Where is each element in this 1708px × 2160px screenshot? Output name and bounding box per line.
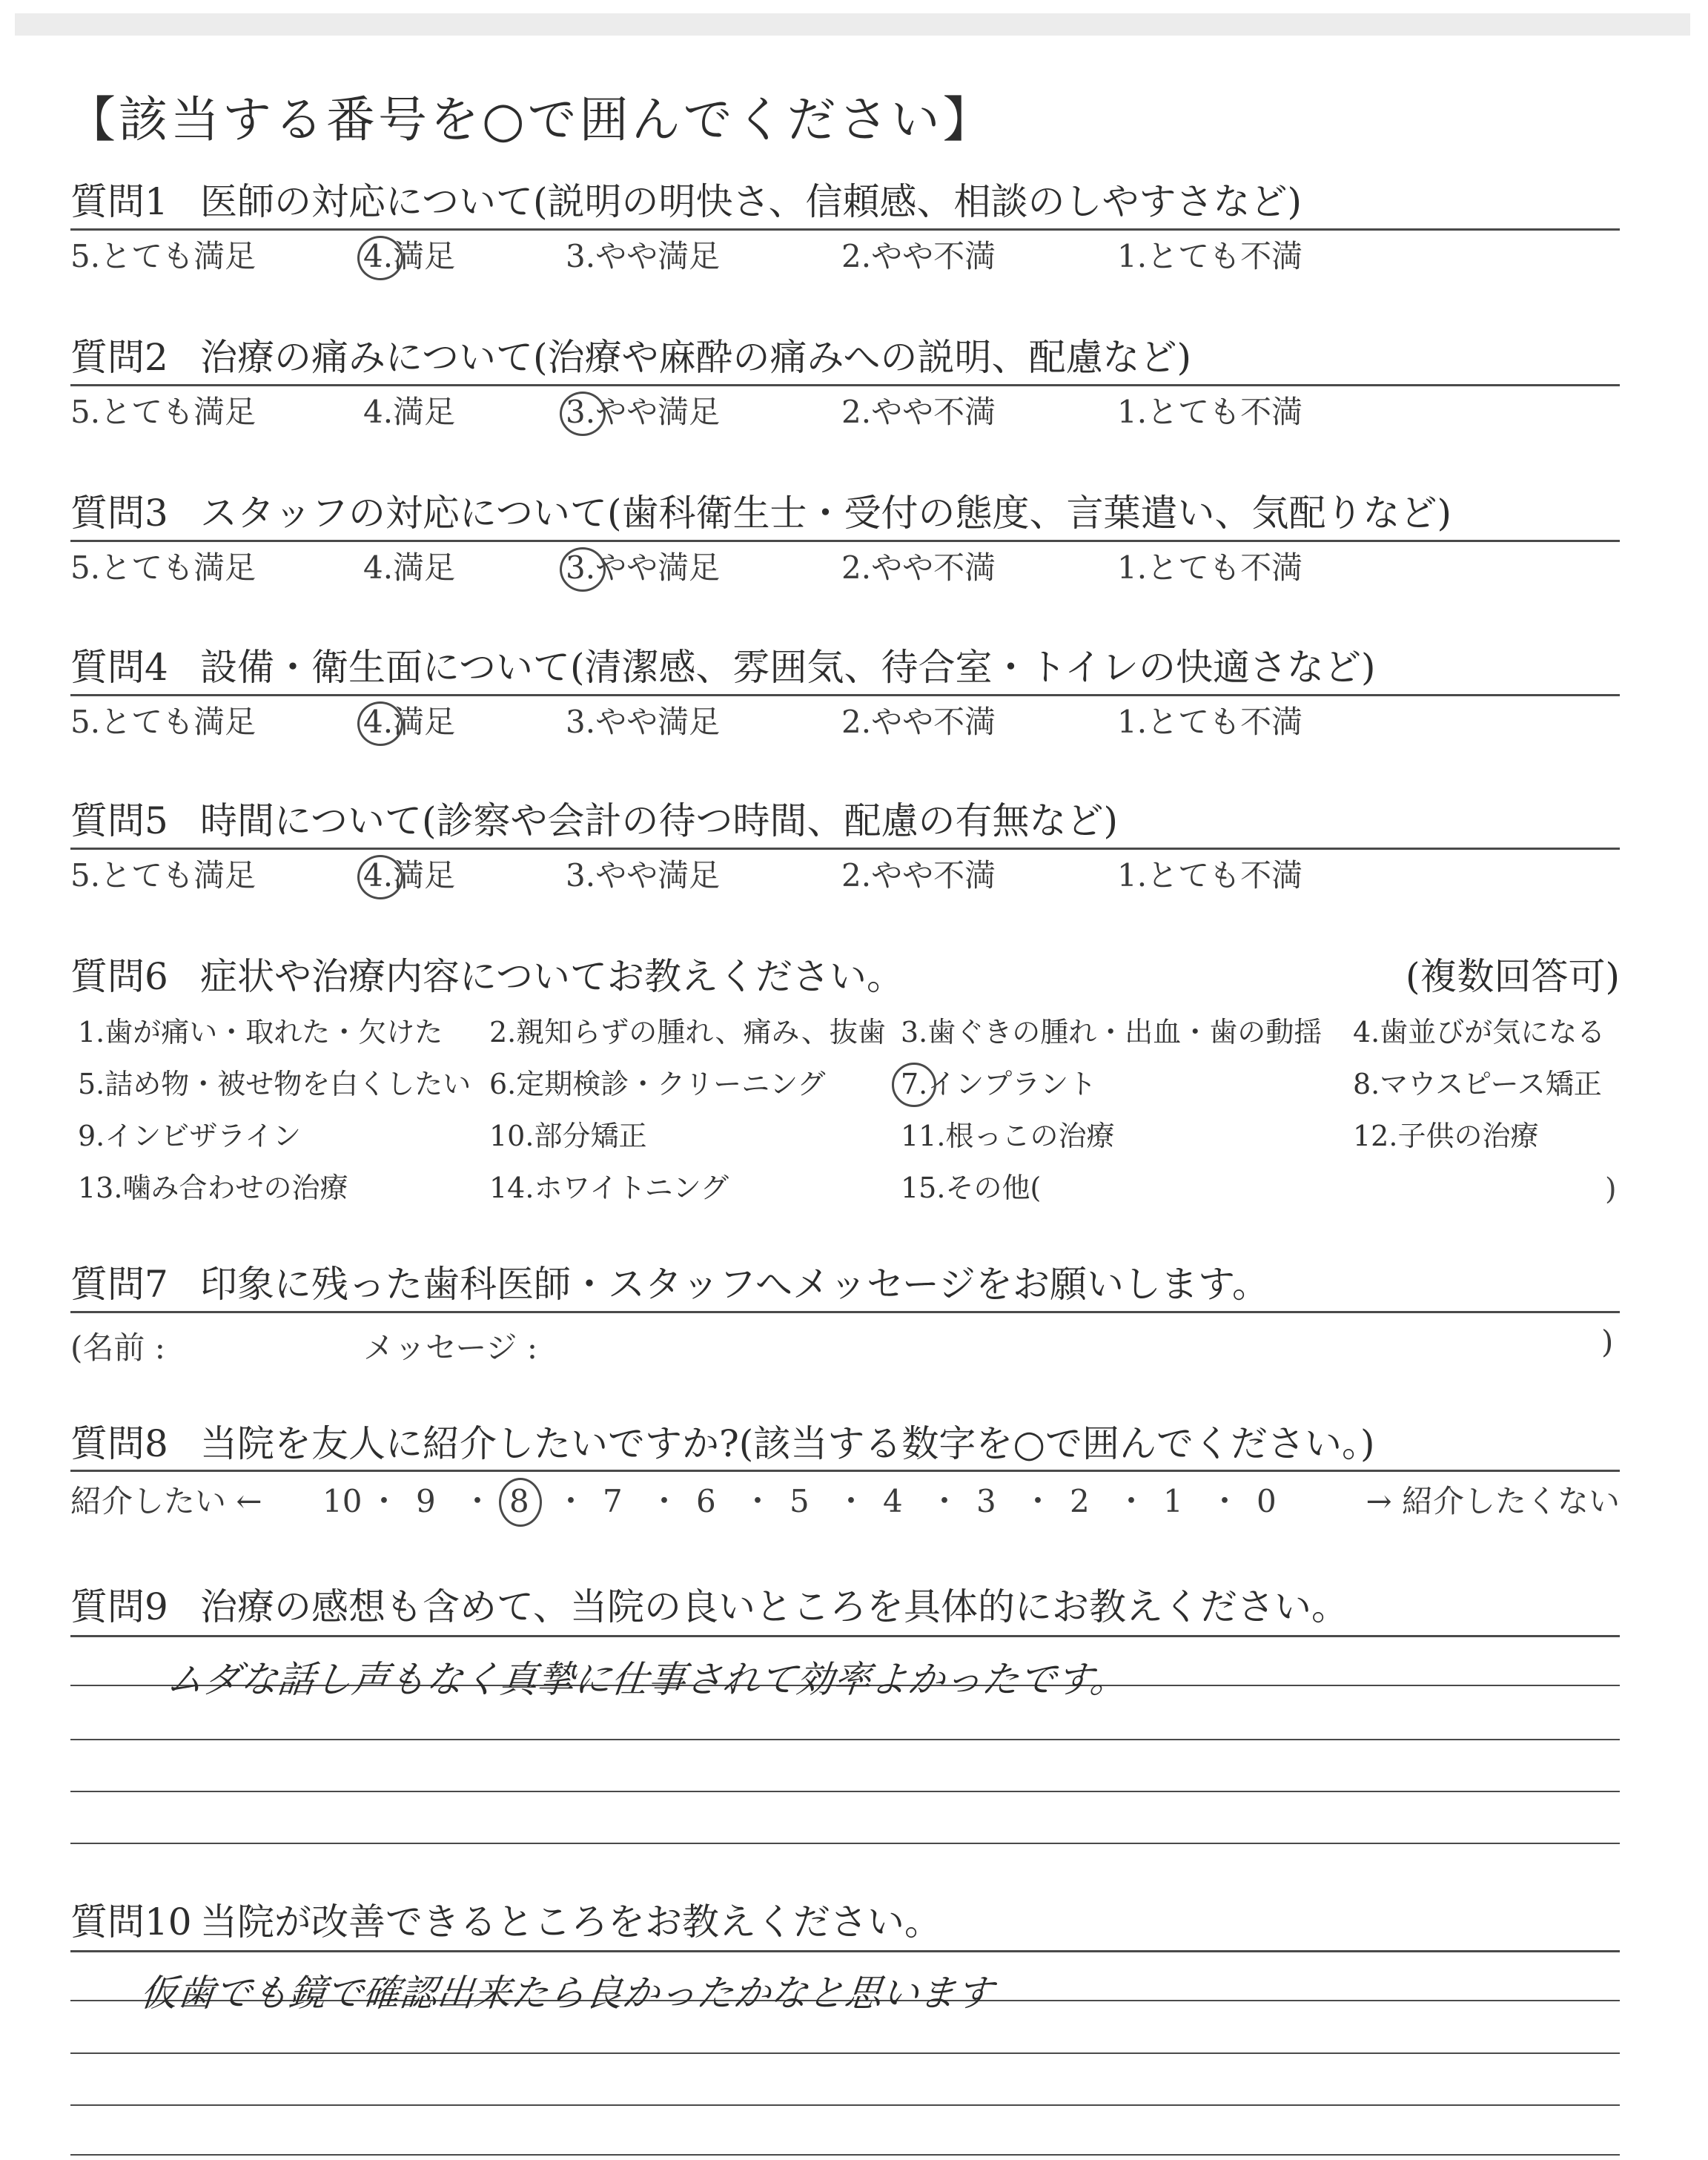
option-number: 4. [363,394,394,430]
option-label: とても不満 [1147,704,1303,740]
option-number: 1. [1117,238,1148,274]
selected-circle [560,392,606,436]
rating-option[interactable] [566,234,720,279]
question-text: 治療の感想も含めて、当院の良いところを具体的にお教えください。 [200,1585,1348,1628]
option-label: やや満足 [595,857,721,894]
question-6 [70,953,1620,1000]
option-number: 2. [841,549,872,586]
selected-circle [892,1063,936,1107]
question-text: 症状や治療内容についてお教えください。 [200,955,904,998]
option-label: とても満足 [100,549,256,586]
answer-line [70,2104,1620,2106]
symptom-option[interactable] [78,1116,301,1156]
symptom-option[interactable] [78,1012,443,1052]
option-number: 10. [489,1120,534,1152]
option-label: 根っこの治療 [945,1120,1115,1152]
rating-options [70,700,1620,744]
option-number: 7. [901,1068,928,1100]
question-text: 設備・衛生面について(清潔感、雰囲気、待合室・トイレの快適さなど) [200,646,1376,689]
question-number: 質問3 [70,492,168,535]
option-label: 歯ぐきの腫れ・出血・歯の動揺 [927,1016,1323,1048]
rating-option[interactable] [1117,234,1302,279]
rating-option[interactable] [70,853,256,898]
rating-option[interactable] [1117,700,1302,744]
option-number: 3. [566,704,596,740]
option-label: 満足 [393,238,456,274]
rule-line [70,384,1620,386]
question-1 [70,178,1620,274]
scale-value[interactable]: 7 [603,1483,623,1519]
answer-line [70,1843,1620,1844]
question-number: 質問10 [70,1900,192,1943]
question-text: 印象に残った歯科医師・スタッフへメッセージをお願いします。 [200,1263,1269,1306]
scale-value[interactable]: 5 [790,1483,810,1519]
question-3 [70,489,1620,586]
question-number: 質問2 [70,336,168,379]
option-label: 歯が痛い・取れた・欠けた [105,1016,443,1048]
option-number: 4. [1353,1016,1380,1048]
question-7 [70,1261,1620,1308]
symptom-option[interactable] [1353,1064,1602,1104]
rating-options [70,853,1620,898]
scale-dot: ・ [742,1483,774,1519]
rating-option[interactable] [363,700,455,744]
rating-option[interactable] [566,700,720,744]
rating-option[interactable] [70,546,256,590]
form-header: 【該当する番号を○で囲んでください】 [67,91,995,148]
symptom-option[interactable] [489,1168,729,1208]
option-number: 2. [489,1016,517,1048]
question-text: スタッフの対応について(歯科衛生士・受付の態度、言葉遣い、気配りなど) [200,492,1452,535]
question-text: 医師の対応について(説明の明快さ、信頼感、相談のしやすさなど) [200,180,1302,223]
option-label: やや不満 [871,549,996,586]
question-number: 質問4 [70,646,168,689]
question-number: 質問1 [70,180,168,223]
answer-line [70,2052,1620,2054]
rating-option[interactable] [70,234,256,279]
scale-value[interactable]: 2 [1070,1483,1090,1519]
scale-dot: ・ [1209,1483,1241,1519]
scale-right-label: → 紹介したくない [1366,1483,1620,1519]
option-label: インビザライン [105,1120,302,1152]
question-5 [70,797,1620,894]
option-label: とても満足 [100,704,256,740]
scale-dot: ・ [462,1483,494,1519]
option-label: 部分矯正 [534,1120,647,1152]
option-label: 満足 [393,857,456,894]
message-field-label[interactable]: メッセージ : [363,1330,537,1366]
scale-left-label: 紹介したい ← [70,1483,262,1519]
scan-top-band [15,13,1690,36]
rule-line [70,1311,1620,1313]
scale-value[interactable]: 0 [1257,1483,1277,1519]
option-label: マウスピース矯正 [1380,1068,1602,1100]
symptom-option[interactable] [901,1168,1041,1208]
option-label: 満足 [393,549,456,586]
answer-line [70,1739,1620,1740]
symptom-option[interactable] [489,1012,886,1052]
symptom-option[interactable] [78,1168,348,1208]
scale-value[interactable]: 4 [883,1483,903,1519]
selected-circle [560,547,606,592]
answer-line [70,2154,1620,2156]
option-label: インプラント [927,1068,1097,1100]
question-text: 当院が改善できるところをお教えください。 [200,1900,941,1943]
option-number: 3. [566,394,596,430]
scale-dot: ・ [368,1483,400,1519]
option-label: やや満足 [595,394,721,430]
option-number: 6. [489,1068,517,1100]
option-label: とても満足 [100,394,256,430]
option-label: やや不満 [871,394,996,430]
scale-value[interactable]: 10 [322,1483,363,1519]
option-number: 5. [70,238,101,274]
option-label: やや満足 [595,549,721,586]
option-number: 11. [901,1120,946,1152]
selected-circle [357,855,403,899]
option-label: とても満足 [100,857,256,894]
question-text: 当院を友人に紹介したいですか?(該当する数字を○で囲んでください。) [200,1422,1375,1465]
rating-option[interactable] [363,390,455,435]
option-label: 歯並びが気になる [1380,1016,1606,1048]
option-number: 12. [1353,1120,1398,1152]
option-number: 8. [1353,1068,1380,1100]
answer-line [70,1950,1620,1952]
option-number: 13. [78,1172,123,1204]
symptom-option[interactable] [78,1064,471,1104]
question-number: 質問7 [70,1263,168,1306]
rule-line [70,848,1620,850]
rating-option[interactable] [566,546,720,590]
scale-value[interactable]: 8 [509,1483,529,1519]
option-label: 親知らずの腫れ、痛み、抜歯 [516,1016,886,1048]
multiple-answer-note: (複数回答可) [1405,955,1620,998]
rating-option[interactable] [363,853,455,898]
option-label: とても満足 [100,238,256,274]
handwritten-answer-q10[interactable]: 仮歯でも鏡で確認出来たら良かったかなと思います [138,1972,996,2015]
option-label: 詰め物・被せ物を白くしたい [105,1068,471,1100]
selected-circle [357,701,403,746]
scale-value[interactable]: 6 [696,1483,716,1519]
rating-option[interactable] [566,853,720,898]
rating-option[interactable] [841,853,996,898]
option-number: 2. [841,394,872,430]
close-paren: ) [1605,1172,1617,1206]
option-number: 3. [566,549,596,586]
option-number: 1. [1117,704,1148,740]
scale-dot: ・ [555,1483,587,1519]
option-label: とても不満 [1147,394,1303,430]
rating-option[interactable] [841,546,996,590]
option-number: 1. [1117,857,1148,894]
rule-line [70,1470,1620,1472]
option-number: 5. [70,549,101,586]
option-label: やや不満 [871,857,996,894]
rating-options [70,234,1620,279]
scale-dot: ・ [835,1483,867,1519]
rating-option[interactable] [841,700,996,744]
option-number: 5. [70,394,101,430]
option-label: やや満足 [595,704,721,740]
question-number: 質問5 [70,799,168,842]
option-label: その他( [945,1172,1042,1204]
option-label: 定期検診・クリーニング [516,1068,826,1100]
option-number: 4. [363,238,394,274]
question-number: 質問9 [70,1585,168,1628]
option-label: 満足 [393,704,456,740]
selected-circle [357,236,403,280]
option-number: 3. [566,238,596,274]
rule-line [70,694,1620,696]
scale-dot: ・ [1022,1483,1054,1519]
option-number: 5. [78,1068,105,1100]
symptom-option[interactable] [489,1064,826,1104]
option-number: 2. [841,704,872,740]
option-number: 2. [841,857,872,894]
symptom-option[interactable] [901,1012,1322,1052]
option-number: 15. [901,1172,946,1204]
rating-option[interactable] [1117,390,1302,435]
question-8 [70,1420,1620,1467]
question-10 [70,1898,1620,1946]
answer-line [70,1635,1620,1637]
option-number: 9. [78,1120,105,1152]
rating-option[interactable] [363,546,455,590]
option-number: 2. [841,238,872,274]
recommend-scale [70,1479,1620,1524]
question-4 [70,644,1620,740]
scale-value[interactable]: 9 [416,1483,436,1519]
scale-value[interactable]: 1 [1163,1483,1183,1519]
rating-option[interactable] [841,234,996,279]
option-number: 4. [363,857,394,894]
question-number: 質問8 [70,1422,168,1465]
option-label: とても不満 [1147,549,1303,586]
option-number: 5. [70,704,101,740]
rating-option[interactable] [566,390,720,435]
rule-line [70,540,1620,542]
rating-option[interactable] [1117,853,1302,898]
option-label: やや不満 [871,238,996,274]
option-number: 5. [70,857,101,894]
option-label: ホワイトニング [534,1172,729,1204]
rating-option[interactable] [841,390,996,435]
symptom-option[interactable] [901,1116,1114,1156]
option-label: 噛み合わせの治療 [122,1172,348,1204]
rating-options [70,546,1620,590]
scale-value[interactable]: 3 [976,1483,996,1519]
option-label: 子供の治療 [1397,1120,1539,1152]
symptom-option[interactable] [1353,1012,1605,1052]
question-text: 治療の痛みについて(治療や麻酔の痛みへの説明、配慮など) [200,336,1192,379]
option-number: 3. [901,1016,928,1048]
rating-option[interactable] [70,390,256,435]
rating-option[interactable] [70,700,256,744]
name-field-label[interactable]: (名前 : [70,1330,165,1366]
rating-option[interactable] [363,234,455,279]
scale-dot: ・ [1116,1483,1148,1519]
option-number: 4. [363,704,394,740]
option-label: 満足 [393,394,456,430]
symptom-option[interactable] [1353,1116,1538,1156]
option-number: 1. [1117,394,1148,430]
question-number: 質問6 [70,955,168,998]
question-9 [70,1583,1620,1631]
scale-dot: ・ [929,1483,961,1519]
question-2 [70,334,1620,430]
rating-options [70,390,1620,435]
option-label: とても不満 [1147,238,1303,274]
rating-option[interactable] [1117,546,1302,590]
option-number: 1. [1117,549,1148,586]
option-label: やや満足 [595,238,721,274]
scale-dot: ・ [649,1483,681,1519]
symptom-option[interactable] [901,1064,1096,1104]
handwritten-answer-q9[interactable]: ムダな話し声もなく真摯に仕事されて効率よかったです。 [164,1658,1130,1701]
option-label: やや不満 [871,704,996,740]
option-label: とても不満 [1147,857,1303,894]
symptom-option[interactable] [489,1116,646,1156]
option-number: 3. [566,857,596,894]
question-text: 時間について(診察や会計の待つ時間、配慮の有無など) [200,799,1119,842]
answer-line [70,1791,1620,1792]
option-number: 1. [78,1016,105,1048]
rule-line [70,228,1620,231]
selected-circle [499,1478,542,1527]
option-number: 14. [489,1172,534,1204]
option-number: 4. [363,549,394,586]
close-paren: ) [1601,1324,1614,1360]
